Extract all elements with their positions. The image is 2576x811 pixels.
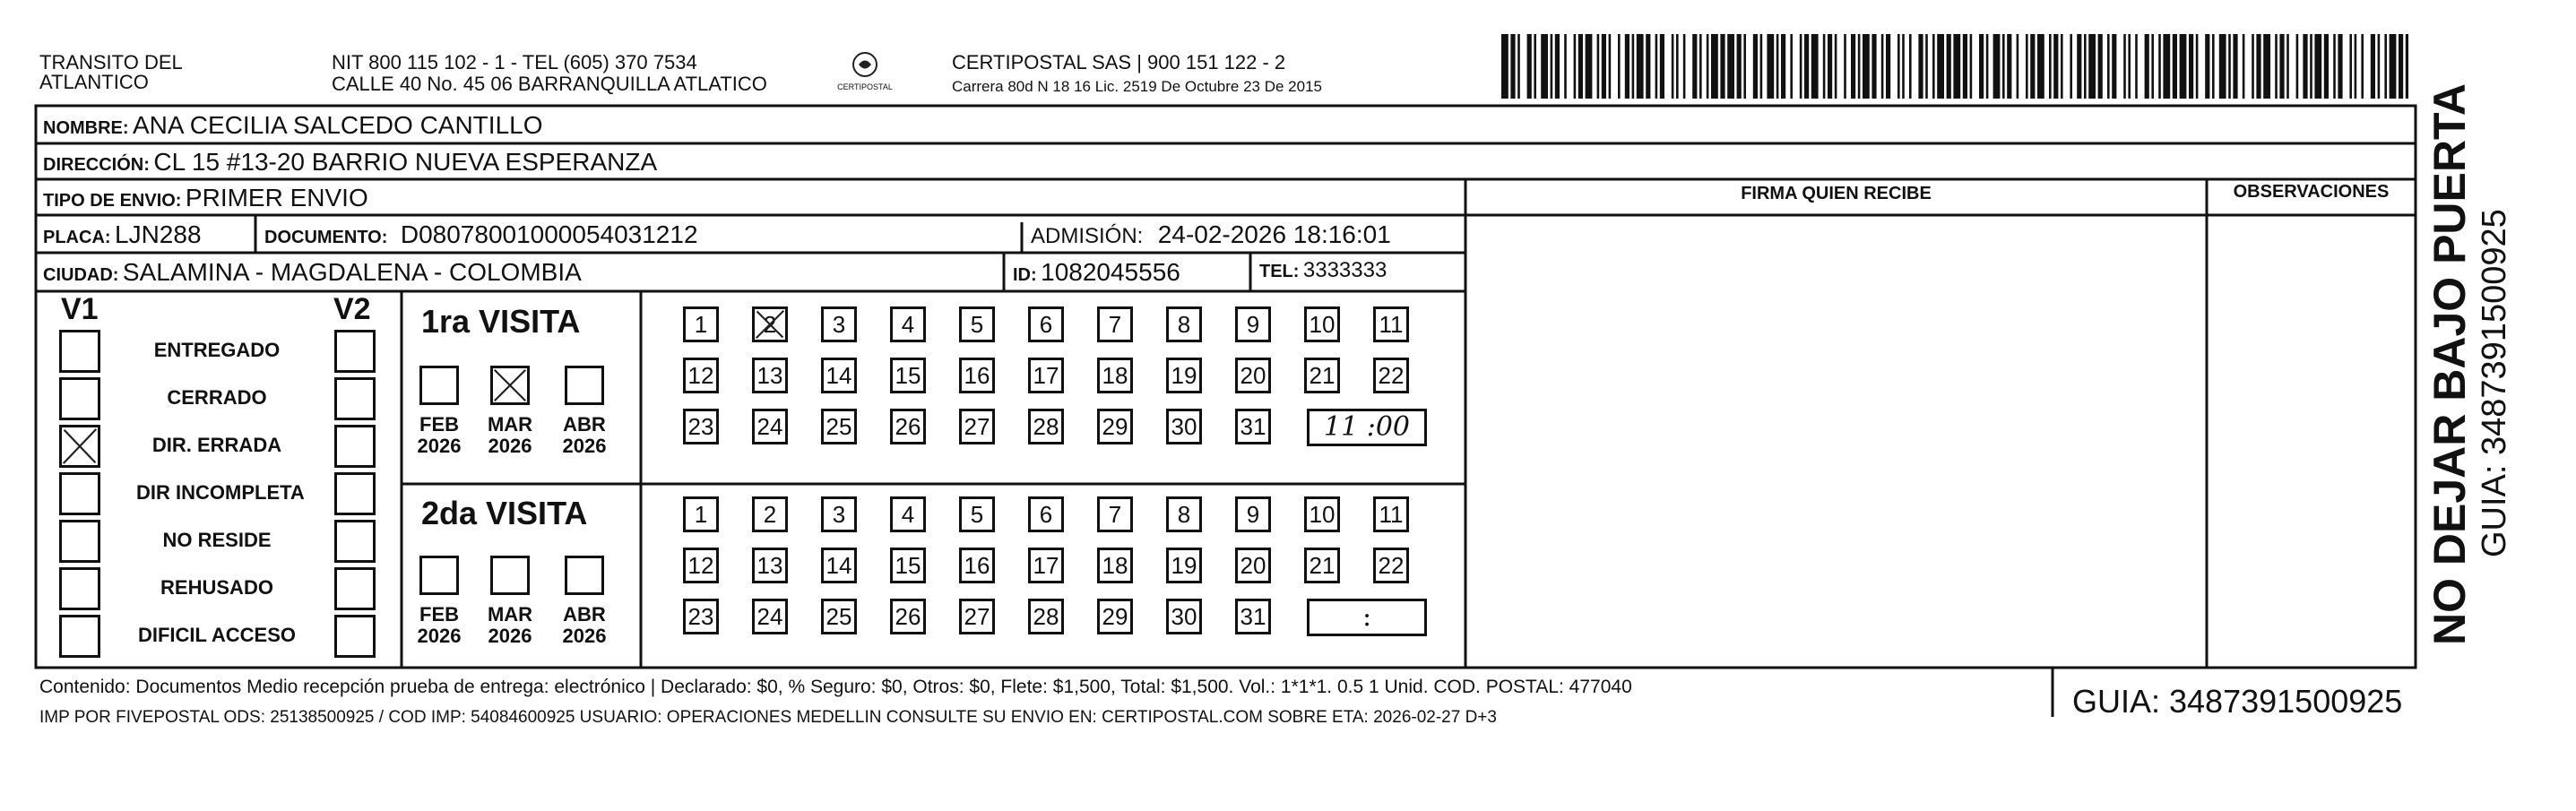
day-box[interactable]: 24 <box>752 409 788 444</box>
v2-checkbox[interactable] <box>334 567 376 610</box>
v2-checkbox[interactable] <box>334 615 376 658</box>
time-box[interactable]: : <box>1307 599 1427 636</box>
month-name: ABR <box>563 413 606 436</box>
day-box[interactable]: 29 <box>1097 409 1133 444</box>
reason-label: REHUSADO <box>160 576 273 599</box>
day-box[interactable]: 14 <box>821 358 857 393</box>
day-box[interactable]: 22 <box>1373 358 1409 393</box>
logo-text: CERTIPOSTAL <box>837 82 893 91</box>
month-label <box>558 604 611 647</box>
v2-checkbox[interactable] <box>334 472 376 515</box>
placa-label: PLACA: <box>43 228 111 247</box>
x-mark-icon <box>755 309 785 340</box>
day-box[interactable]: 17 <box>1028 358 1064 393</box>
reason-label: ENTREGADO <box>153 339 281 361</box>
day-box[interactable]: 23 <box>683 599 719 634</box>
day-box[interactable]: 30 <box>1166 409 1202 444</box>
v1-checkbox[interactable] <box>59 615 100 658</box>
month-label <box>483 414 537 457</box>
tel-field <box>1259 258 1387 283</box>
id-field <box>1013 258 1180 287</box>
month-year: 2026 <box>562 625 607 647</box>
month-checkbox[interactable] <box>565 366 604 405</box>
day-box[interactable]: 26 <box>890 409 926 444</box>
direccion-value: CL 15 #13-20 BARRIO NUEVA ESPERANZA <box>153 148 658 176</box>
day-box[interactable]: 22 <box>1373 548 1409 583</box>
month-name: ABR <box>563 603 606 626</box>
nombre-label: NOMBRE: <box>43 118 129 138</box>
day-box[interactable]: 14 <box>821 548 857 583</box>
month-label <box>412 604 466 647</box>
day-box[interactable]: 4 <box>890 306 926 342</box>
day-box[interactable]: 13 <box>752 548 788 583</box>
day-box[interactable]: 25 <box>821 409 857 444</box>
day-box[interactable]: 18 <box>1097 358 1133 393</box>
org-name-line1: TRANSITO DEL <box>39 51 183 73</box>
tel-label: TEL: <box>1259 262 1300 281</box>
imp-line-clip <box>39 708 1653 727</box>
month-checkbox[interactable] <box>419 556 459 595</box>
reason-label: DIFICIL ACCESO <box>137 624 296 646</box>
firma-header: FIRMA QUIEN RECIBE <box>1741 184 1932 203</box>
certipostal-line1: CERTIPOSTAL SAS | 900 151 122 - 2 <box>952 51 1286 73</box>
month-year: 2026 <box>417 625 462 647</box>
day-box[interactable]: 12 <box>683 548 719 583</box>
x-mark-icon <box>493 368 527 402</box>
day-box[interactable]: 21 <box>1304 548 1340 583</box>
month-checkbox[interactable] <box>419 366 459 405</box>
day-box[interactable]: 23 <box>683 409 719 444</box>
day-box[interactable]: 10 <box>1304 496 1340 532</box>
reason-label: DIR. ERRADA <box>151 434 282 456</box>
day-box[interactable]: 21 <box>1304 358 1340 393</box>
day-box[interactable]: 12 <box>683 358 719 393</box>
org-name-line2: ATLANTICO <box>39 71 149 93</box>
day-box[interactable]: 25 <box>821 599 857 634</box>
day-box[interactable]: 1 <box>683 306 719 342</box>
month-year: 2026 <box>417 435 462 457</box>
id-value: 1082045556 <box>1041 258 1180 286</box>
day-box[interactable]: 11 <box>1373 496 1409 532</box>
reason-label: DIR INCOMPLETA <box>136 481 305 504</box>
day-box[interactable]: 27 <box>959 599 995 634</box>
day-box[interactable]: 19 <box>1166 548 1202 583</box>
month-checkbox[interactable] <box>565 556 604 595</box>
day-box[interactable]: 2 <box>752 496 788 532</box>
day-box[interactable]: 17 <box>1028 548 1064 583</box>
month-year: 2026 <box>488 625 532 647</box>
v1-checkbox[interactable] <box>59 330 100 373</box>
v1-checkbox[interactable] <box>59 472 100 515</box>
day-box[interactable]: 16 <box>959 548 995 583</box>
month-label <box>483 604 537 647</box>
day-box[interactable]: 30 <box>1166 599 1202 634</box>
day-box[interactable]: 31 <box>1235 599 1271 634</box>
admision-field <box>1031 220 1391 249</box>
v2-label: V2 <box>333 292 371 326</box>
month-name: FEB <box>419 603 459 626</box>
direccion-field <box>43 148 657 177</box>
day-box[interactable]: 20 <box>1235 358 1271 393</box>
v1-checkbox[interactable] <box>59 567 100 610</box>
v1-checkbox[interactable] <box>59 520 100 563</box>
day-box[interactable]: 11 <box>1373 306 1409 342</box>
ciudad-field <box>43 258 582 287</box>
tipo-envio-value: PRIMER ENVIO <box>185 184 368 211</box>
day-box[interactable]: 3 <box>821 496 857 532</box>
v2-checkbox[interactable] <box>334 377 376 420</box>
day-box[interactable]: 4 <box>890 496 926 532</box>
placa-field <box>43 220 202 249</box>
nit-line: NIT 800 115 102 - 1 - TEL (605) 370 7534 <box>332 51 697 73</box>
v1-label: V1 <box>61 292 99 326</box>
day-box[interactable]: 3 <box>821 306 857 342</box>
observaciones-header: OBSERVACIONES <box>2233 182 2390 202</box>
nombre-value: ANA CECILIA SALCEDO CANTILLO <box>133 111 543 139</box>
month-label <box>558 414 611 457</box>
documento-value: D08078001000054031212 <box>400 220 698 248</box>
day-box[interactable]: 2 <box>752 306 788 342</box>
observations-area[interactable] <box>2209 215 2414 666</box>
month-name: FEB <box>419 413 459 436</box>
day-box[interactable]: 6 <box>1028 496 1064 532</box>
day-box[interactable]: 8 <box>1166 306 1202 342</box>
day-box[interactable]: 20 <box>1235 548 1271 583</box>
v1-checkbox[interactable] <box>59 425 100 468</box>
contenido-line: Contenido: Documentos Medio recepción prueba de entrega: electrónico | Declarado: $0, % Seguro: $0, Otros: $0, Flete: $1,500, Total: $1,500. Vol.: 1*1*1. 0.5 1 Unid. COD. POSTAL: 477040 <box>39 677 1632 697</box>
side-guia-text: GUIA: 3487391500925 <box>2476 209 2513 557</box>
day-box[interactable]: 1 <box>683 496 719 532</box>
placa-value: LJN288 <box>115 220 202 248</box>
tipo-envio-label: TIPO DE ENVIO: <box>43 191 182 211</box>
address-line: CALLE 40 No. 45 06 BARRANQUILLA ATLATICO <box>332 73 767 95</box>
day-box[interactable]: 9 <box>1235 306 1271 342</box>
visit2-title: 2da VISITA <box>421 495 588 531</box>
documento-field <box>264 220 698 249</box>
signature-area[interactable] <box>1468 215 2205 666</box>
imp-line: IMP POR FIVEPOSTAL ODS: 25138500925 / COD IMP: 54084600925 USUARIO: OPERACIONES MEDELLIN CONSULTE SU ENVIO EN: CERTIPOSTAL.COM SOBRE ETA: 2026-02-27 D+3 <box>39 708 1497 727</box>
day-box[interactable]: 19 <box>1166 358 1202 393</box>
guia-box-text: GUIA: 3487391500925 <box>2072 683 2403 720</box>
month-name: MAR <box>487 603 533 626</box>
visit1-title: 1ra VISITA <box>421 303 581 340</box>
day-box[interactable]: 27 <box>959 409 995 444</box>
v2-checkbox[interactable] <box>334 425 376 468</box>
month-year: 2026 <box>562 435 607 457</box>
v1-checkbox[interactable] <box>59 377 100 420</box>
day-box[interactable]: 10 <box>1304 306 1340 342</box>
v2-checkbox[interactable] <box>334 520 376 563</box>
tel-value: 3333333 <box>1302 258 1387 282</box>
day-box[interactable]: 31 <box>1235 409 1271 444</box>
ciudad-label: CIUDAD: <box>43 265 119 285</box>
direccion-label: DIRECCIÓN: <box>43 155 150 175</box>
month-year: 2026 <box>488 435 532 457</box>
documento-label: DOCUMENTO: <box>264 228 388 247</box>
day-box[interactable]: 7 <box>1097 496 1133 532</box>
day-box[interactable]: 9 <box>1235 496 1271 532</box>
day-box[interactable]: 18 <box>1097 548 1133 583</box>
day-box[interactable]: 7 <box>1097 306 1133 342</box>
day-box[interactable]: 8 <box>1166 496 1202 532</box>
day-box[interactable]: 28 <box>1028 409 1064 444</box>
v2-checkbox[interactable] <box>334 330 376 373</box>
day-box[interactable]: 5 <box>959 496 995 532</box>
day-box[interactable]: 16 <box>959 358 995 393</box>
no-dejar-text: NO DEJAR BAJO PUERTA <box>2425 83 2475 645</box>
day-box[interactable]: 15 <box>890 548 926 583</box>
day-box[interactable]: 5 <box>959 306 995 342</box>
day-box[interactable]: 26 <box>890 599 926 634</box>
reason-label: NO RESIDE <box>162 529 272 551</box>
admision-value: 24-02-2026 18:16:01 <box>1157 220 1391 248</box>
day-box[interactable]: 28 <box>1028 599 1064 634</box>
month-name: MAR <box>487 413 533 436</box>
x-mark-icon <box>62 427 98 465</box>
time-box[interactable]: 11 :00 <box>1307 409 1427 446</box>
month-checkbox[interactable] <box>490 366 530 405</box>
day-box[interactable]: 13 <box>752 358 788 393</box>
month-checkbox[interactable] <box>490 556 530 595</box>
day-box[interactable]: 15 <box>890 358 926 393</box>
ciudad-value: SALAMINA - MAGDALENA - COLOMBIA <box>122 258 582 286</box>
day-box[interactable]: 24 <box>752 599 788 634</box>
admision-label: ADMISIÓN: <box>1031 224 1144 248</box>
day-box[interactable]: 6 <box>1028 306 1064 342</box>
tipo-envio-field <box>43 184 368 212</box>
reason-label: CERRADO <box>167 386 267 409</box>
month-label <box>412 414 466 457</box>
id-label: ID: <box>1013 265 1037 285</box>
day-box[interactable]: 29 <box>1097 599 1133 634</box>
certipostal-line2: Carrera 80d N 18 16 Lic. 2519 De Octubre 23 De 2015 <box>952 78 1322 95</box>
nombre-field <box>43 111 543 140</box>
